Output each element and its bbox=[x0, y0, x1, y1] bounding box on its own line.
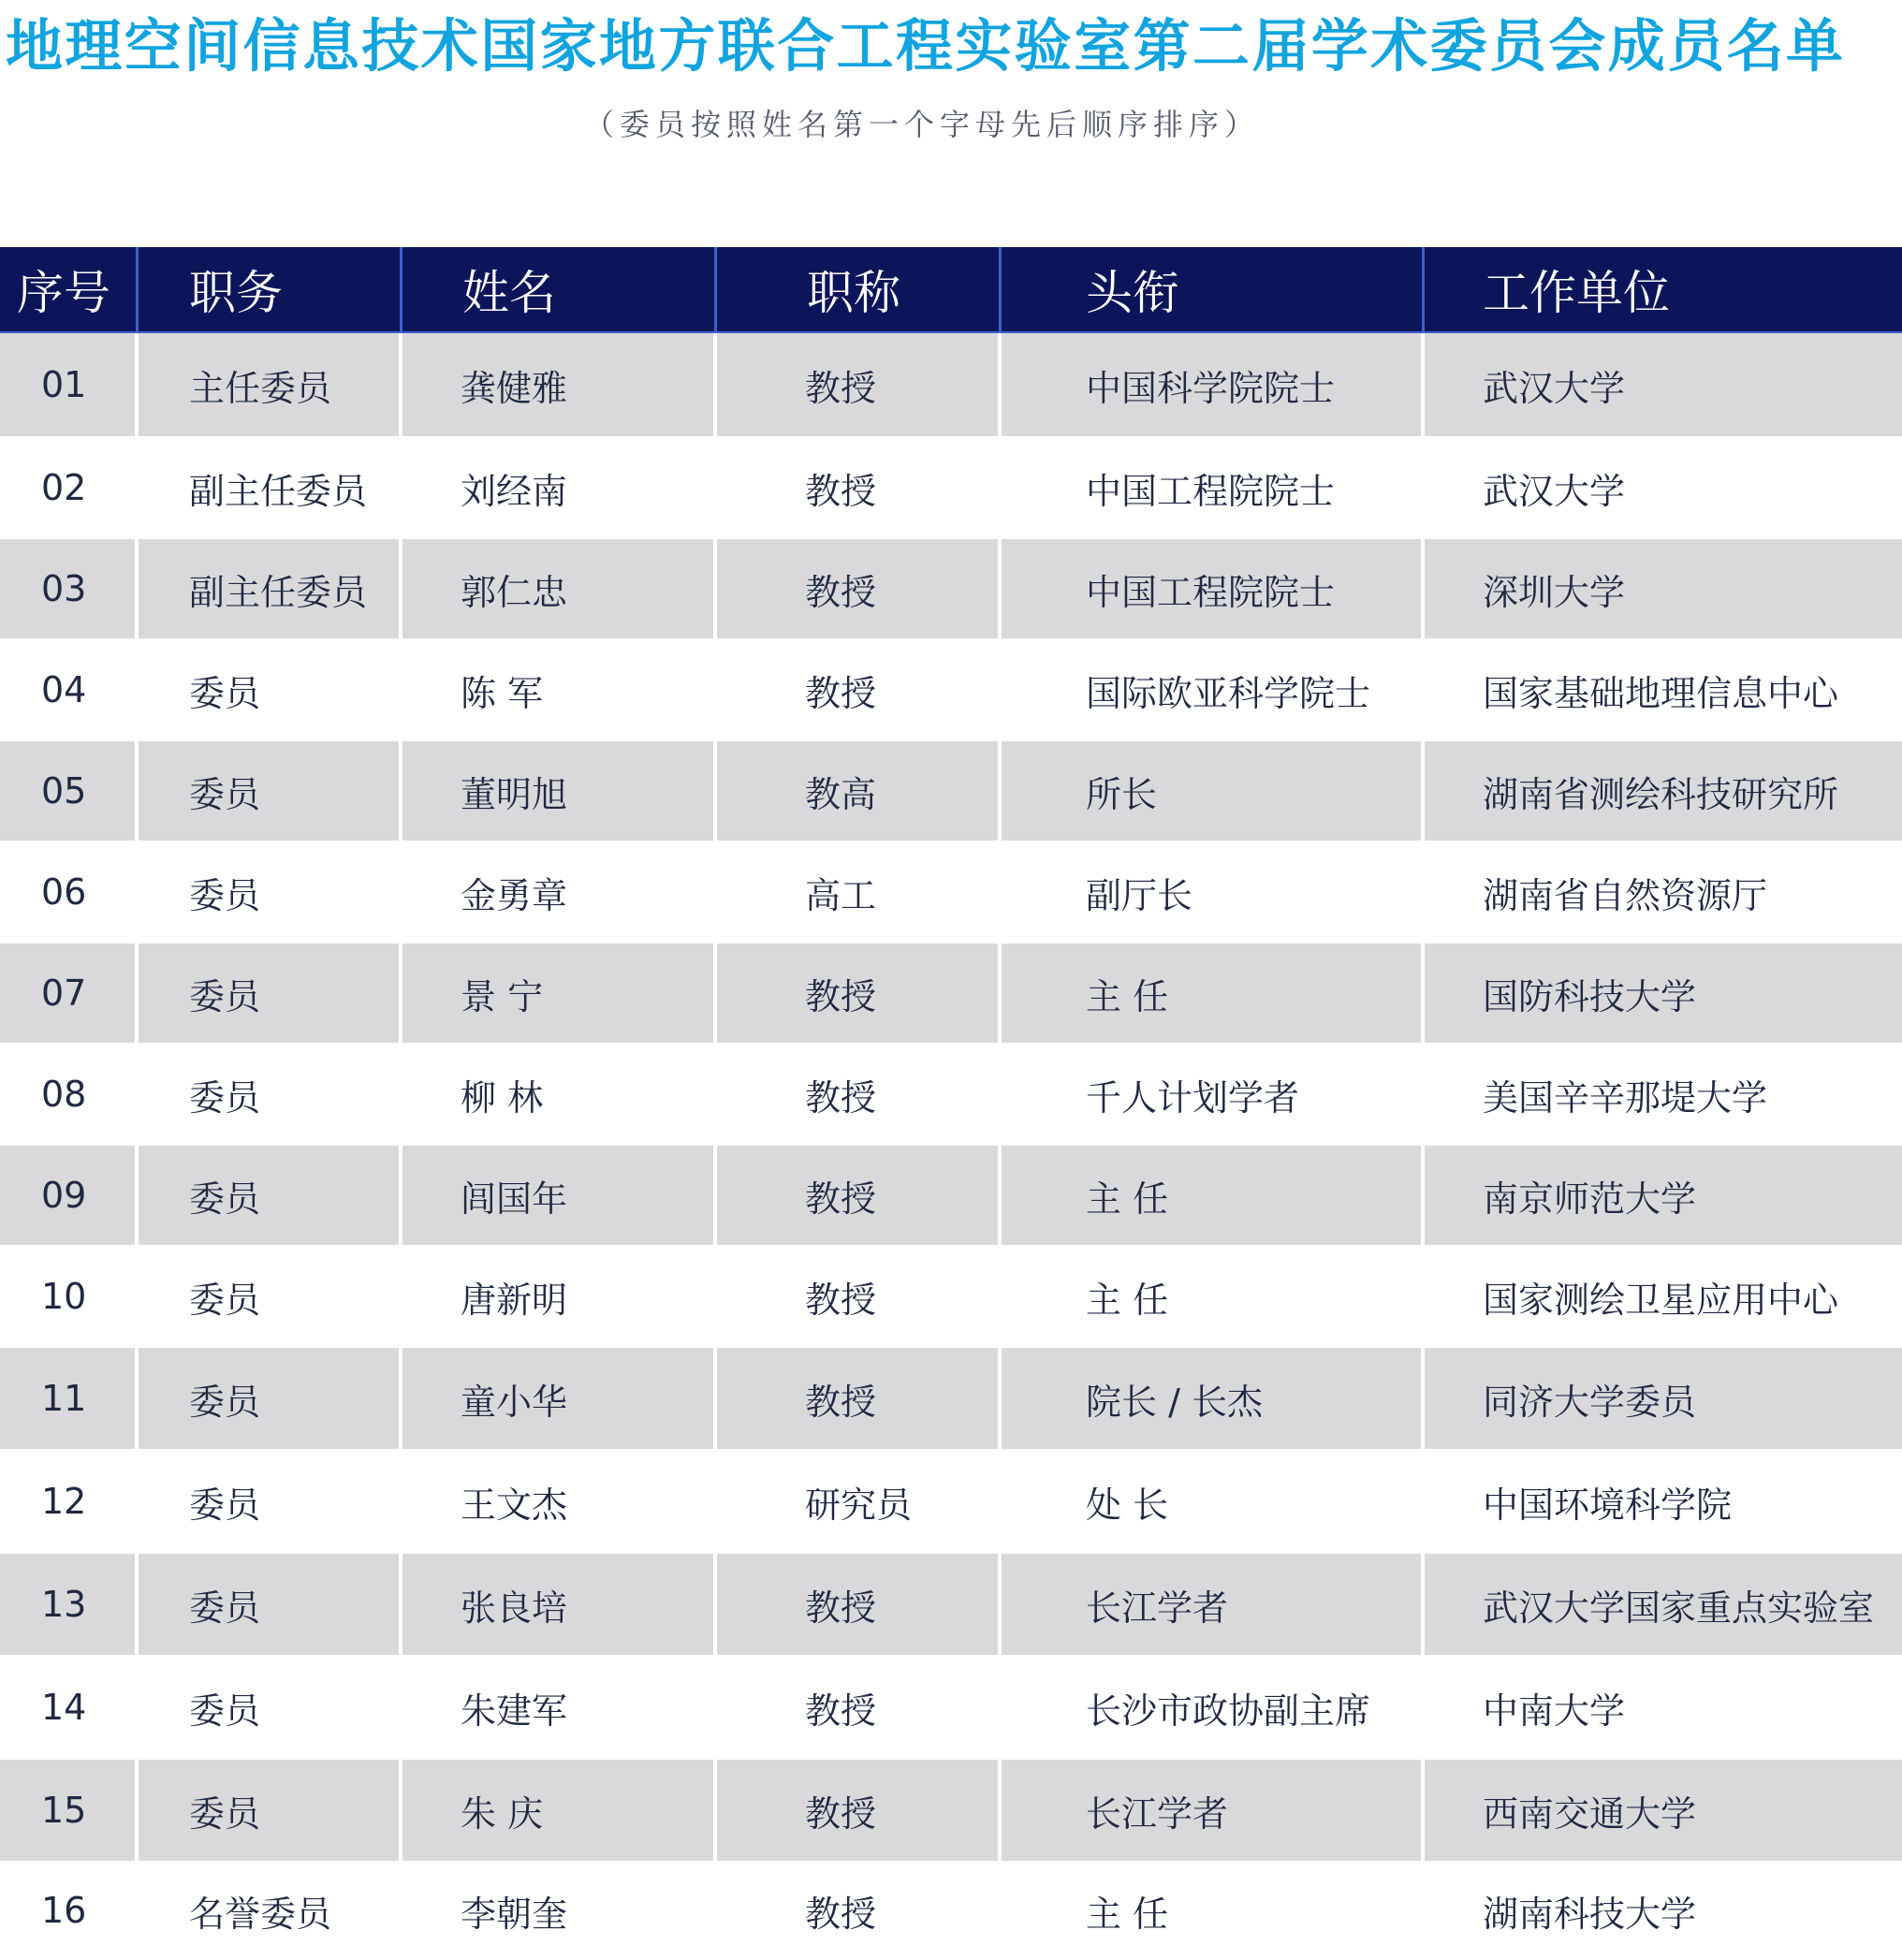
cell-title: 教授 bbox=[717, 1247, 1002, 1346]
cell-title: 教授 bbox=[717, 1348, 1002, 1449]
cell-affiliation: 武汉大学 bbox=[1425, 438, 1902, 537]
cell-honor: 千人计划学者 bbox=[1002, 1045, 1425, 1144]
cell-honor: 长沙市政协副主席 bbox=[1002, 1657, 1425, 1758]
cell-name: 朱 庆 bbox=[402, 1760, 717, 1861]
page-subtitle: （委员按照姓名第一个字母先后顺序排序） bbox=[583, 107, 1260, 142]
cell-index: 12 bbox=[0, 1451, 139, 1552]
table-row bbox=[0, 438, 1902, 539]
cell-affiliation: 湖南省自然资源厅 bbox=[1425, 842, 1902, 942]
cell-title: 教高 bbox=[717, 741, 1002, 841]
table-row bbox=[0, 539, 1902, 640]
cell-honor: 中国工程院院士 bbox=[1002, 438, 1425, 537]
table-body bbox=[0, 333, 1902, 1960]
cell-honor: 主 任 bbox=[1002, 1247, 1425, 1346]
cell-affiliation: 湖南省测绘科技研究所 bbox=[1425, 741, 1902, 841]
page-title: 地理空间信息技术国家地方联合工程实验室第二届学术委员会成员名单 bbox=[6, 13, 1846, 80]
cell-index: 06 bbox=[0, 842, 139, 942]
cell-position: 副主任委员 bbox=[139, 539, 402, 638]
cell-index: 10 bbox=[0, 1247, 139, 1346]
cell-position: 委员 bbox=[139, 1451, 402, 1552]
cell-name: 董明旭 bbox=[402, 741, 717, 841]
cell-affiliation: 同济大学委员 bbox=[1425, 1348, 1902, 1449]
cell-position: 委员 bbox=[139, 1348, 402, 1449]
table-row bbox=[0, 1863, 1902, 1960]
cell-affiliation: 武汉大学 bbox=[1425, 333, 1902, 436]
cell-position: 委员 bbox=[139, 640, 402, 739]
cell-affiliation: 国家测绘卫星应用中心 bbox=[1425, 1247, 1902, 1346]
cell-position: 委员 bbox=[139, 1554, 402, 1655]
cell-affiliation: 国家基础地理信息中心 bbox=[1425, 640, 1902, 739]
cell-position: 委员 bbox=[139, 842, 402, 942]
cell-title: 高工 bbox=[717, 842, 1002, 942]
cell-index: 08 bbox=[0, 1045, 139, 1144]
cell-affiliation: 中国环境科学院 bbox=[1425, 1451, 1902, 1552]
cell-name: 李朝奎 bbox=[402, 1863, 717, 1958]
cell-position: 委员 bbox=[139, 741, 402, 841]
cell-honor: 主 任 bbox=[1002, 1863, 1425, 1958]
cell-affiliation: 西南交通大学 bbox=[1425, 1760, 1902, 1861]
cell-position: 委员 bbox=[139, 1657, 402, 1758]
cell-index: 16 bbox=[0, 1863, 139, 1958]
table-row bbox=[0, 943, 1902, 1045]
cell-honor: 主 任 bbox=[1002, 943, 1425, 1043]
cell-title: 教授 bbox=[717, 333, 1002, 436]
cell-honor: 中国科学院院士 bbox=[1002, 333, 1425, 436]
cell-index: 03 bbox=[0, 539, 139, 638]
cell-title: 教授 bbox=[717, 1554, 1002, 1655]
cell-title: 教授 bbox=[717, 640, 1002, 739]
cell-affiliation: 国防科技大学 bbox=[1425, 943, 1902, 1043]
cell-index: 07 bbox=[0, 943, 139, 1043]
cell-honor: 主 任 bbox=[1002, 1146, 1425, 1245]
cell-name: 王文杰 bbox=[402, 1451, 717, 1552]
members-table bbox=[0, 247, 1902, 1960]
cell-position: 名誉委员 bbox=[139, 1863, 402, 1958]
cell-title: 教授 bbox=[717, 1863, 1002, 1958]
cell-title: 教授 bbox=[717, 1045, 1002, 1144]
cell-position: 委员 bbox=[139, 1760, 402, 1861]
cell-name: 金勇章 bbox=[402, 842, 717, 942]
cell-name: 张良培 bbox=[402, 1554, 717, 1655]
cell-honor: 长江学者 bbox=[1002, 1760, 1425, 1861]
cell-name: 郭仁忠 bbox=[402, 539, 717, 638]
cell-honor: 长江学者 bbox=[1002, 1554, 1425, 1655]
cell-index: 15 bbox=[0, 1760, 139, 1861]
table-row bbox=[0, 1451, 1902, 1554]
table-row bbox=[0, 1348, 1902, 1451]
table-header-row bbox=[0, 247, 1902, 333]
cell-name: 闾国年 bbox=[402, 1146, 717, 1245]
cell-title: 教授 bbox=[717, 1657, 1002, 1758]
table-row bbox=[0, 333, 1902, 438]
header-index: 序号 bbox=[0, 247, 139, 331]
cell-name: 朱建军 bbox=[402, 1657, 717, 1758]
cell-position: 委员 bbox=[139, 1045, 402, 1144]
cell-title: 教授 bbox=[717, 1760, 1002, 1861]
cell-name: 景 宁 bbox=[402, 943, 717, 1043]
cell-name: 刘经南 bbox=[402, 438, 717, 537]
table-row bbox=[0, 842, 1902, 943]
cell-honor: 所长 bbox=[1002, 741, 1425, 841]
table-row bbox=[0, 1760, 1902, 1863]
cell-affiliation: 南京师范大学 bbox=[1425, 1146, 1902, 1245]
cell-honor: 副厅长 bbox=[1002, 842, 1425, 942]
cell-title: 教授 bbox=[717, 438, 1002, 537]
cell-position: 委员 bbox=[139, 1146, 402, 1245]
header-title: 职称 bbox=[717, 247, 1002, 331]
cell-affiliation: 深圳大学 bbox=[1425, 539, 1902, 638]
cell-affiliation: 中南大学 bbox=[1425, 1657, 1902, 1758]
cell-index: 05 bbox=[0, 741, 139, 841]
table-row bbox=[0, 1247, 1902, 1348]
cell-position: 委员 bbox=[139, 943, 402, 1043]
header-affiliation: 工作单位 bbox=[1483, 266, 1670, 320]
cell-affiliation: 武汉大学国家重点实验室 bbox=[1425, 1554, 1902, 1655]
table-row bbox=[0, 1554, 1902, 1657]
cell-honor: 中国工程院院士 bbox=[1002, 539, 1425, 638]
cell-affiliation: 湖南科技大学 bbox=[1425, 1863, 1902, 1958]
cell-index: 09 bbox=[0, 1146, 139, 1245]
cell-name: 唐新明 bbox=[402, 1247, 717, 1346]
table-row bbox=[0, 1657, 1902, 1760]
cell-title: 研究员 bbox=[717, 1451, 1002, 1552]
table-row bbox=[0, 640, 1902, 741]
cell-index: 04 bbox=[0, 640, 139, 739]
header-honor: 头衔 bbox=[1002, 247, 1425, 331]
cell-name: 龚健雅 bbox=[402, 333, 717, 436]
table-row bbox=[0, 1146, 1902, 1247]
table-row bbox=[0, 741, 1902, 842]
header-position: 职务 bbox=[139, 247, 402, 331]
cell-position: 副主任委员 bbox=[139, 438, 402, 537]
cell-title: 教授 bbox=[717, 539, 1002, 638]
cell-title: 教授 bbox=[717, 1146, 1002, 1245]
cell-name: 童小华 bbox=[402, 1348, 717, 1449]
cell-index: 14 bbox=[0, 1657, 139, 1758]
cell-honor: 处 长 bbox=[1002, 1451, 1425, 1552]
cell-index: 13 bbox=[0, 1554, 139, 1655]
cell-honor: 国际欧亚科学院士 bbox=[1002, 640, 1425, 739]
cell-position: 主任委员 bbox=[139, 333, 402, 436]
cell-honor: 院长 / 长杰 bbox=[1002, 1348, 1425, 1449]
cell-name: 陈 军 bbox=[402, 640, 717, 739]
table-row bbox=[0, 1045, 1902, 1146]
cell-affiliation: 美国辛辛那堤大学 bbox=[1425, 1045, 1902, 1144]
cell-title: 教授 bbox=[717, 943, 1002, 1043]
cell-name: 柳 林 bbox=[402, 1045, 717, 1144]
cell-index: 11 bbox=[0, 1348, 139, 1449]
cell-position: 委员 bbox=[139, 1247, 402, 1346]
cell-index: 02 bbox=[0, 438, 139, 537]
cell-index: 01 bbox=[0, 333, 139, 436]
header-name: 姓名 bbox=[402, 247, 717, 331]
